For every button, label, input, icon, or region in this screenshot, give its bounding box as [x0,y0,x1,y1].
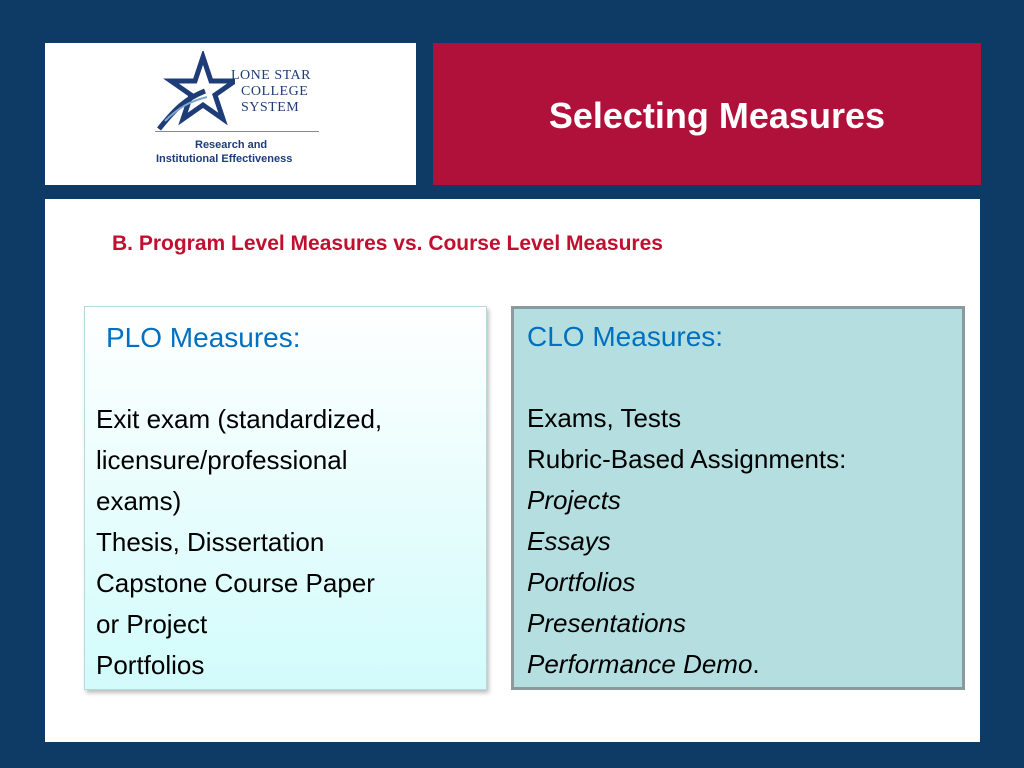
clo-final-punct: . [752,649,760,679]
plo-item: Exit exam (standardized, [96,404,383,434]
title-panel [433,43,981,185]
plo-item: Thesis, Dissertation [96,527,325,557]
plo-item: Capstone Course Paper [96,568,375,598]
clo-item: Exams, Tests [527,403,682,433]
slide-subtitle: B. Program Level Measures vs. Course Level Measures [112,232,663,255]
plo-item: exams) [96,486,182,516]
clo-box [511,306,965,690]
clo-italic-item: Performance Demo [527,649,753,679]
plo-item: or Project [96,609,208,639]
slide-title: Selecting Measures [548,95,885,136]
clo-italic-item: Presentations [527,608,686,638]
spacer [96,358,478,399]
star-logo-icon [155,51,235,131]
logo-text-line1: LONE STAR [231,68,311,83]
clo-last-item [527,644,954,685]
logo-panel [45,43,416,185]
clo-italic-item: Portfolios [527,567,636,597]
logo-divider [155,131,319,132]
clo-heading: CLO Measures: [527,321,724,352]
plo-heading: PLO Measures: [106,322,301,353]
logo-text-line2: COLLEGE [241,84,309,99]
plo-item: licensure/professional [96,445,348,475]
logo-text-line3: SYSTEM [241,100,300,115]
spacer [527,357,954,398]
clo-italic-item: Essays [527,526,611,556]
clo-italic-item: Projects [527,485,621,515]
logo-subtitle-line1: Research and [195,139,268,151]
content-panel [45,199,980,742]
plo-box [84,306,487,690]
logo-subtitle-line2: Institutional Effectiveness [156,153,293,165]
plo-item: Portfolios [96,650,205,680]
clo-item: Rubric-Based Assignments: [527,444,847,474]
